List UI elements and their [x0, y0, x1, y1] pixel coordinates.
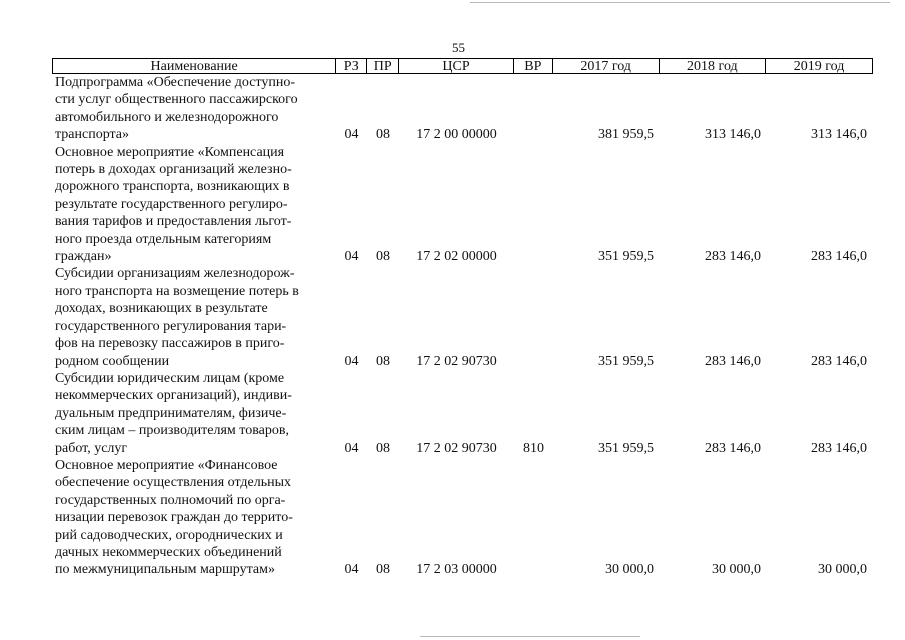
row-2017: 351 959,5 — [598, 440, 654, 456]
row-2018: 283 146,0 — [705, 249, 761, 265]
header-csr: ЦСР — [399, 59, 514, 73]
row-2019: 283 146,0 — [811, 353, 867, 369]
table-row — [52, 144, 873, 266]
row-pr: 08 — [376, 249, 390, 265]
row-pr: 08 — [376, 440, 390, 456]
row-2019: 313 146,0 — [811, 127, 867, 143]
row-csr: 17 2 02 90730 — [416, 440, 497, 456]
row-pr: 08 — [376, 562, 390, 578]
row-name: Основное мероприятие «Компенсация потерь в доходах организаций железно- дорожного транспорта, возникающих в результате государственного регулиро- вания тарифов и предоставления льгот- ного проезда отдельным категориям граждан» — [55, 144, 292, 265]
scan-artifact-top — [470, 2, 890, 3]
row-2018: 283 146,0 — [705, 353, 761, 369]
table-row — [52, 457, 873, 579]
row-rz: 04 — [344, 353, 359, 369]
row-name: Субсидии организациям железнодорож- ного транспорта на возмещение потерь в доходах, возникающих в результате государственного регулирования тари- фов на перевозку пассажиров в приго- родном сообщении — [55, 266, 299, 369]
row-rz: 04 — [344, 127, 359, 143]
row-2019: 283 146,0 — [811, 249, 867, 265]
row-vr: 810 — [523, 440, 544, 456]
row-2017: 30 000,0 — [605, 562, 654, 578]
row-name: Основное мероприятие «Финансовое обеспечение осуществления отдельных государственных полномочий по орга- низации перевозок граждан до террито- рий садоводческих, огороднических и дачных некоммерческих объединений по межмуниципальным маршрутам» — [55, 457, 293, 578]
row-rz: 04 — [344, 440, 359, 456]
row-csr: 17 2 00 00000 — [416, 127, 497, 143]
table-row — [52, 74, 873, 144]
row-2019: 30 000,0 — [818, 562, 867, 578]
row-rz: 04 — [344, 249, 359, 265]
table-row — [52, 265, 873, 369]
row-csr: 17 2 02 00000 — [416, 249, 497, 265]
table-body — [52, 74, 873, 579]
table-header — [52, 58, 873, 74]
table-row — [52, 370, 873, 457]
row-2017: 351 959,5 — [598, 353, 654, 369]
header-2018: 2018 год — [660, 59, 767, 73]
row-2018: 30 000,0 — [712, 562, 761, 578]
header-vr: ВР — [514, 59, 553, 73]
header-name: Наименование — [53, 59, 336, 73]
page-number: 55 — [452, 40, 465, 55]
header-2017: 2017 год — [553, 59, 660, 73]
row-pr: 08 — [376, 353, 390, 369]
row-csr: 17 2 02 90730 — [416, 353, 497, 369]
row-csr: 17 2 03 00000 — [416, 562, 497, 578]
row-pr: 08 — [376, 127, 390, 143]
row-2018: 313 146,0 — [705, 127, 761, 143]
row-name: Подпрограмма «Обеспечение доступно- сти услуг общественного пассажирского автомобильного и железнодорожного транспорта» — [55, 75, 298, 143]
row-2018: 283 146,0 — [705, 440, 761, 456]
header-rz: РЗ — [336, 59, 367, 73]
header-pr: ПР — [367, 59, 399, 73]
row-2017: 351 959,5 — [598, 249, 654, 265]
header-2019: 2019 год — [793, 59, 845, 73]
row-2017: 381 959,5 — [598, 127, 654, 143]
row-name: Субсидии юридическим лицам (кроме некоммерческих организаций), индиви- дуальным предпринимателям, физиче- ским лицам – производителям товаров, работ, услуг — [55, 370, 292, 456]
scan-artifact-bottom — [420, 636, 640, 637]
row-2019: 283 146,0 — [811, 440, 867, 456]
row-rz: 04 — [344, 562, 359, 578]
